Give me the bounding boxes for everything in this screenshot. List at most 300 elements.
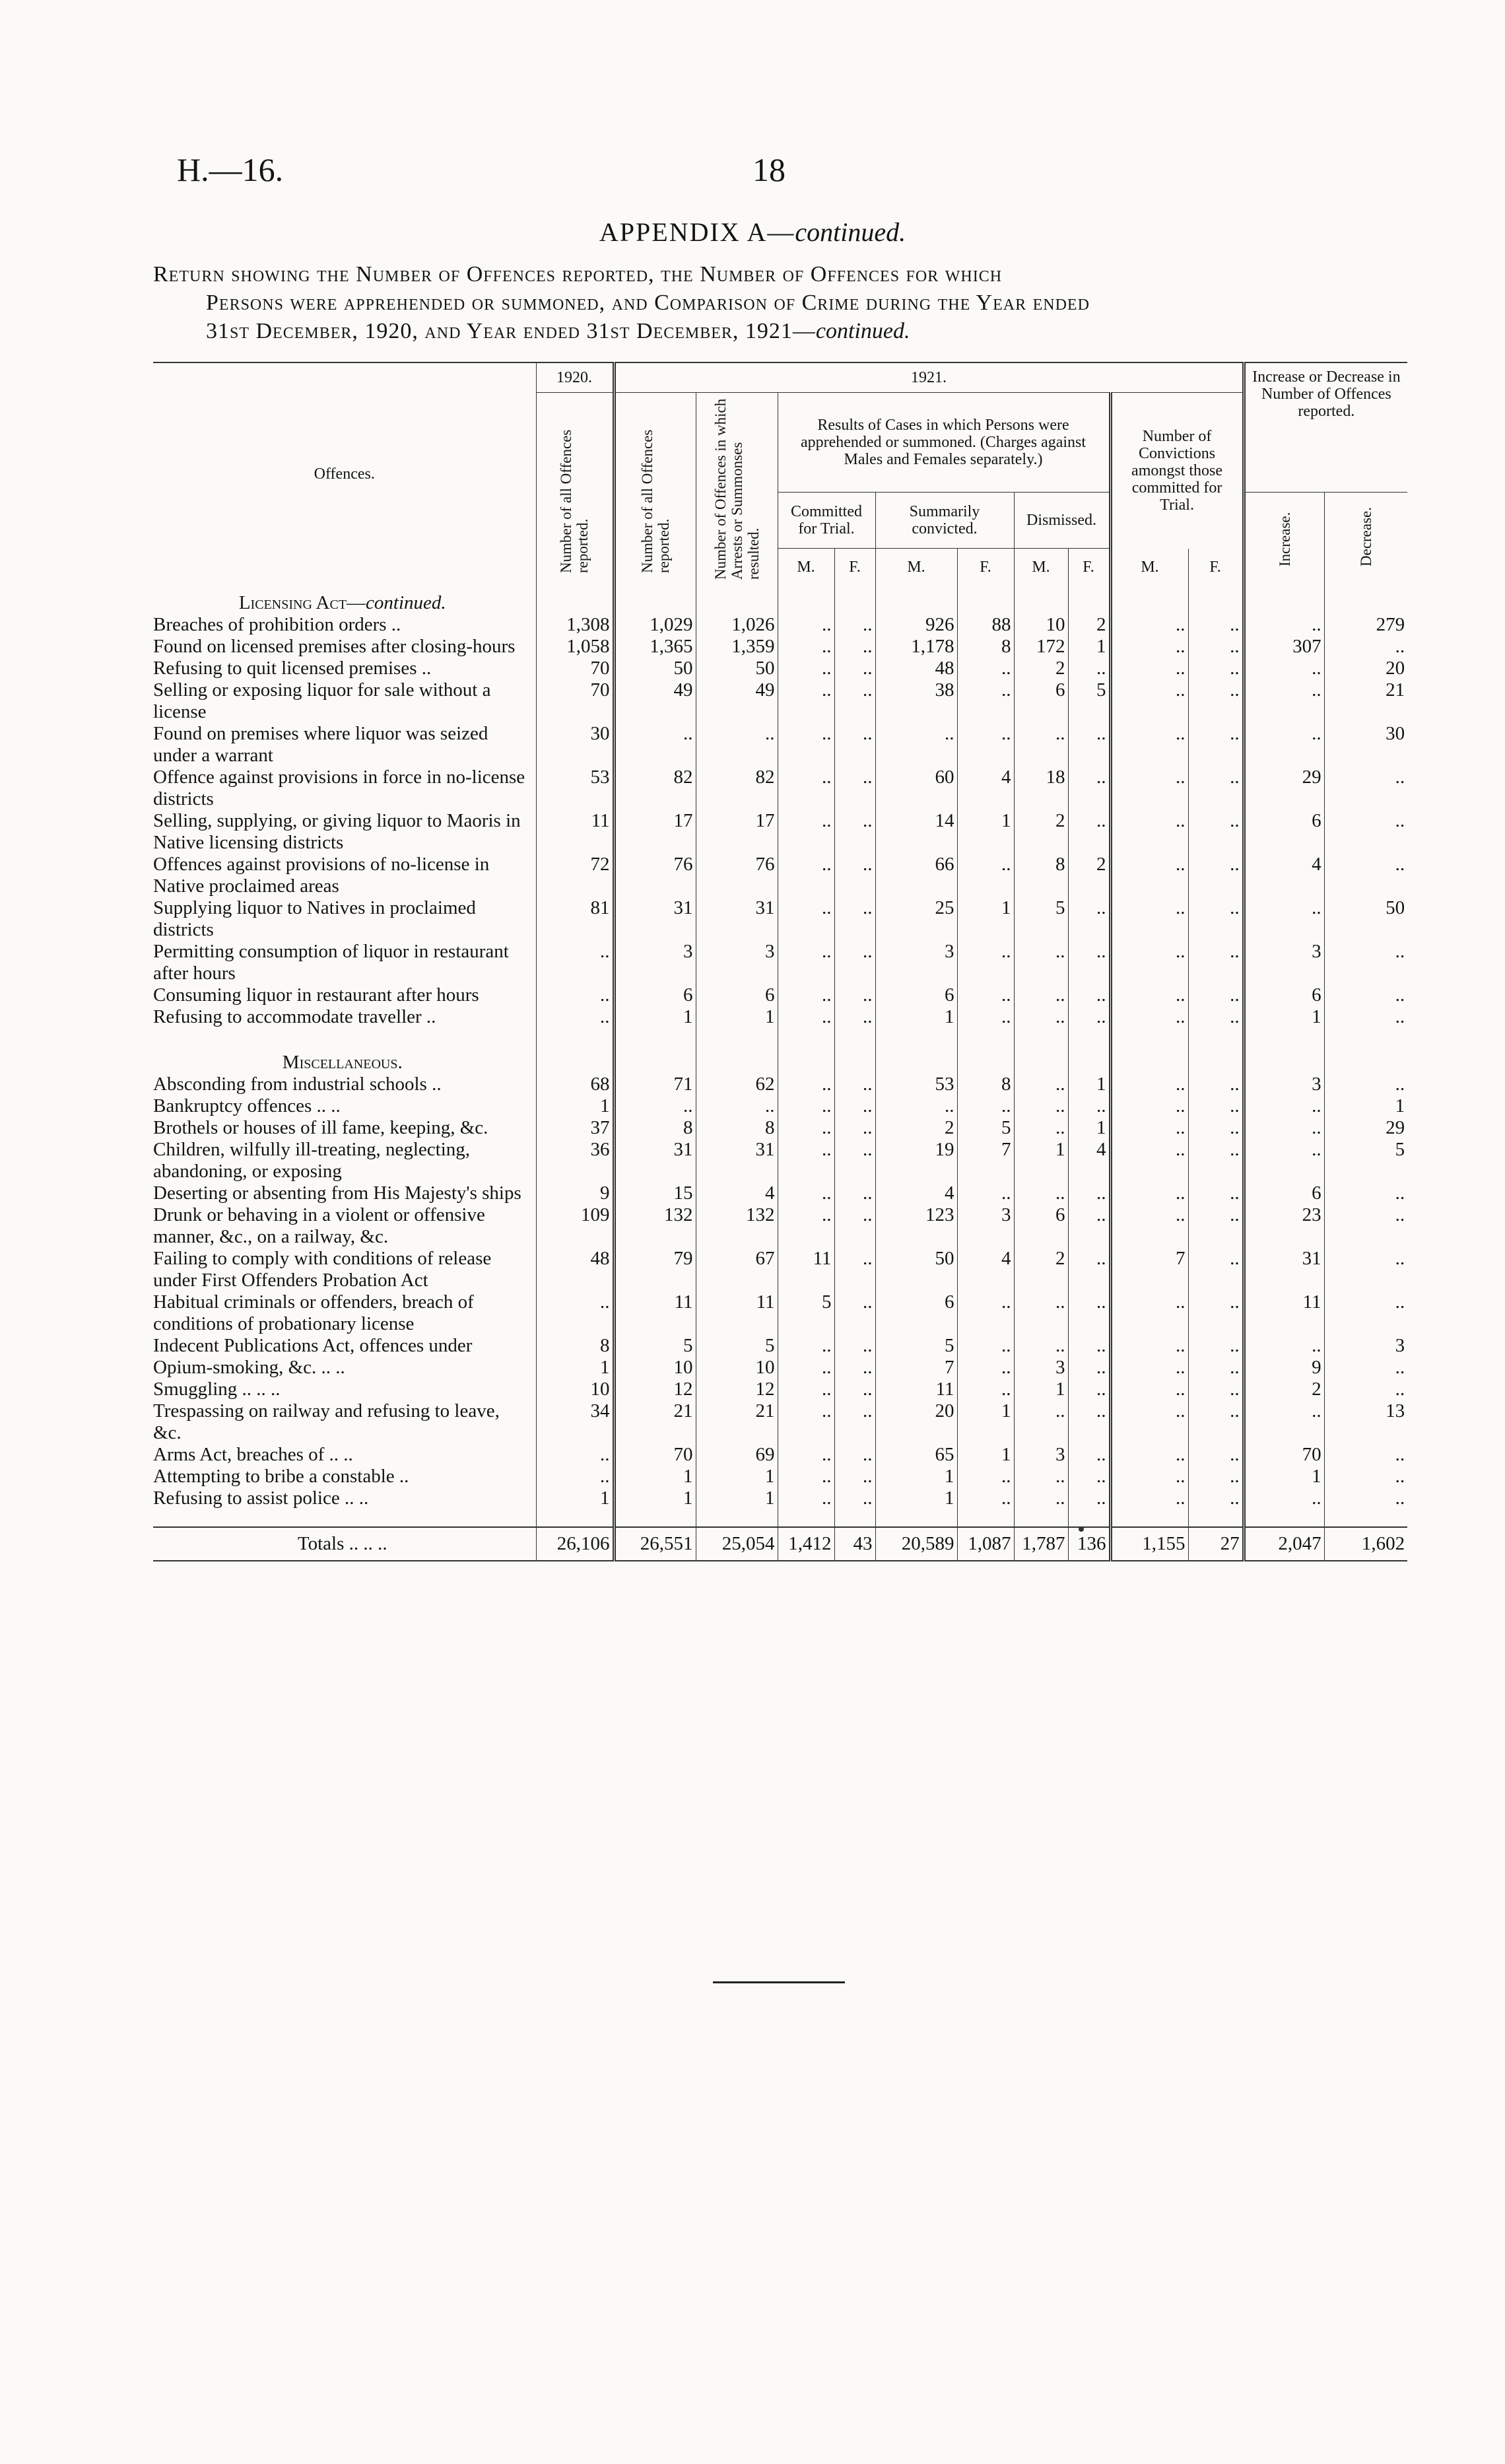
- cell-inc: ..: [1244, 1095, 1324, 1117]
- cell-conv-m: ..: [1110, 1006, 1188, 1028]
- cell-com-m: ..: [778, 1335, 834, 1357]
- cell-inc: 2: [1244, 1379, 1324, 1400]
- header-decrease: Decrease.: [1324, 493, 1407, 586]
- cell-r1920: 9: [536, 1182, 614, 1204]
- cell-conv-m: ..: [1110, 1291, 1188, 1335]
- cell-dis-m: 5: [1014, 897, 1068, 941]
- cell-com-f: ..: [834, 679, 875, 723]
- cell-com-f: ..: [834, 1117, 875, 1139]
- section-heading: [153, 1045, 536, 1074]
- cell-com-f: ..: [834, 614, 875, 636]
- cell-com-f: ..: [834, 1400, 875, 1444]
- cell-sum-f: 8: [957, 636, 1014, 658]
- spacer-cell: [957, 1028, 1014, 1045]
- spacer-cell: [1068, 1028, 1110, 1045]
- cell-dec: 279: [1324, 614, 1407, 636]
- cell-arrests: 82: [696, 767, 778, 810]
- cell-conv-m: ..: [1110, 810, 1188, 854]
- offence-name: Brothels or houses of ill fame, keeping, &c.: [153, 1116, 488, 1138]
- spacer-cell: [875, 1509, 957, 1527]
- total-dis-m: 1,787: [1014, 1527, 1068, 1561]
- cell-conv-f: ..: [1188, 897, 1244, 941]
- cell-r1920: 70: [536, 658, 614, 679]
- cell-sum-f: ..: [957, 679, 1014, 723]
- cell-com-f: ..: [834, 1095, 875, 1117]
- table-row: [153, 1006, 1407, 1028]
- cell-dis-m: ..: [1014, 1488, 1068, 1509]
- empty-cell: [1110, 1045, 1188, 1074]
- cell-sum-f: ..: [957, 1379, 1014, 1400]
- cell-com-m: ..: [778, 1204, 834, 1248]
- section-heading-row: [153, 586, 1407, 614]
- cell-inc: ..: [1244, 658, 1324, 679]
- cell-conv-m: ..: [1110, 1182, 1188, 1204]
- cell-dis-m: ..: [1014, 1006, 1068, 1028]
- cell-dis-f: ..: [1068, 767, 1110, 810]
- cell-com-f: ..: [834, 854, 875, 897]
- empty-cell: [834, 586, 875, 614]
- cell-dec: 29: [1324, 1117, 1407, 1139]
- cell-r1921: 10: [614, 1357, 696, 1379]
- cell-conv-f: ..: [1188, 636, 1244, 658]
- total-dis-f: 136: [1068, 1527, 1110, 1561]
- cell-arrests: 1: [696, 1488, 778, 1509]
- empty-cell: [1188, 1045, 1244, 1074]
- spacer-cell: [778, 1028, 834, 1045]
- table-row: [153, 658, 1407, 679]
- offence-name: Arms Act, breaches of .. ..: [153, 1443, 353, 1465]
- total-inc: 2,047: [1244, 1527, 1324, 1561]
- offence-name: Refusing to assist police .. ..: [153, 1487, 369, 1509]
- cell-sum-m: 14: [875, 810, 957, 854]
- empty-cell: [614, 586, 696, 614]
- ink-dot: [1079, 1526, 1084, 1532]
- empty-cell: [696, 586, 778, 614]
- spacer-cell: [1014, 1028, 1068, 1045]
- cell-dis-m: ..: [1014, 1182, 1068, 1204]
- offence-name: Indecent Publications Act, offences under: [153, 1334, 473, 1356]
- cell-dis-f: ..: [1068, 1400, 1110, 1444]
- cell-sum-m: 50: [875, 1248, 957, 1291]
- cell-sum-f: ..: [957, 1006, 1014, 1028]
- offence-name: Offences against provisions of no-license in Native proclaimed areas: [153, 853, 490, 897]
- cell-r1921: 5: [614, 1335, 696, 1357]
- table-row: [153, 1335, 1407, 1357]
- cell-r1920: 8: [536, 1335, 614, 1357]
- cell-com-f: ..: [834, 1379, 875, 1400]
- cell-sum-f: 3: [957, 1204, 1014, 1248]
- cell-com-f: ..: [834, 658, 875, 679]
- cell-sum-m: 38: [875, 679, 957, 723]
- table-row: [153, 984, 1407, 1006]
- cell-com-m: 11: [778, 1248, 834, 1291]
- total-r1921: 26,551: [614, 1527, 696, 1561]
- cell-arrests: 50: [696, 658, 778, 679]
- cell-r1921: 6: [614, 984, 696, 1006]
- cell-inc: 31: [1244, 1248, 1324, 1291]
- empty-cell: [536, 1045, 614, 1074]
- cell-com-f: ..: [834, 1204, 875, 1248]
- cell-com-m: ..: [778, 658, 834, 679]
- spacer-cell: [778, 1509, 834, 1527]
- cell-r1920: 70: [536, 679, 614, 723]
- cell-sum-m: 5: [875, 1335, 957, 1357]
- header-convictions-m: M.: [1110, 549, 1188, 586]
- cell-conv-m: ..: [1110, 1444, 1188, 1466]
- total-r1920: 26,106: [536, 1527, 614, 1561]
- cell-sum-m: 1,178: [875, 636, 957, 658]
- total-com-f: 43: [834, 1527, 875, 1561]
- cell-sum-f: ..: [957, 723, 1014, 767]
- table-row: [153, 854, 1407, 897]
- cell-sum-m: 53: [875, 1074, 957, 1095]
- cell-conv-f: ..: [1188, 1204, 1244, 1248]
- cell-sum-m: 1: [875, 1466, 957, 1488]
- cell-com-f: ..: [834, 1466, 875, 1488]
- cell-r1920: 109: [536, 1204, 614, 1248]
- cell-inc: ..: [1244, 614, 1324, 636]
- cell-r1920: ..: [536, 1291, 614, 1335]
- header-offences: Offences.: [153, 362, 536, 586]
- cell-conv-m: ..: [1110, 614, 1188, 636]
- empty-cell: [957, 1045, 1014, 1074]
- cell-com-m: ..: [778, 614, 834, 636]
- cell-arrests: 1,359: [696, 636, 778, 658]
- cell-conv-f: ..: [1188, 679, 1244, 723]
- cell-arrests: 3: [696, 941, 778, 984]
- empty-cell: [875, 1045, 957, 1074]
- spacer-cell: [614, 1509, 696, 1527]
- cell-r1920: ..: [536, 984, 614, 1006]
- empty-cell: [1068, 1045, 1110, 1074]
- header-1920: 1920.: [536, 362, 614, 393]
- appendix-continued: continued.: [795, 217, 906, 247]
- cell-r1921: 31: [614, 897, 696, 941]
- cell-com-m: ..: [778, 984, 834, 1006]
- cell-dec: ..: [1324, 1466, 1407, 1488]
- spacer-cell: [957, 1509, 1014, 1527]
- cell-dec: 3: [1324, 1335, 1407, 1357]
- offences-table: [153, 362, 1407, 1561]
- cell-conv-m: ..: [1110, 1466, 1188, 1488]
- cell-r1921: 12: [614, 1379, 696, 1400]
- table-row: [153, 1248, 1407, 1291]
- cell-conv-m: 7: [1110, 1248, 1188, 1291]
- cell-conv-f: ..: [1188, 1379, 1244, 1400]
- cell-dis-f: ..: [1068, 658, 1110, 679]
- cell-dis-m: ..: [1014, 1074, 1068, 1095]
- cell-dis-m: ..: [1014, 1400, 1068, 1444]
- cell-com-f: ..: [834, 1139, 875, 1182]
- header-increase-decrease: Increase or Decrease in Number of Offences reported.: [1244, 362, 1407, 493]
- cell-dec: ..: [1324, 941, 1407, 984]
- cell-dec: ..: [1324, 1248, 1407, 1291]
- header-convictions-f: F.: [1188, 549, 1244, 586]
- table-row: [153, 1182, 1407, 1204]
- empty-cell: [1068, 586, 1110, 614]
- cell-conv-f: ..: [1188, 658, 1244, 679]
- cell-arrests: 8: [696, 1117, 778, 1139]
- cell-conv-f: ..: [1188, 767, 1244, 810]
- cell-sum-f: ..: [957, 1357, 1014, 1379]
- cell-inc: ..: [1244, 723, 1324, 767]
- cell-conv-f: ..: [1188, 1095, 1244, 1117]
- empty-cell: [1244, 586, 1324, 614]
- cell-com-m: ..: [778, 854, 834, 897]
- cell-arrests: 69: [696, 1444, 778, 1466]
- header-arrests: Number of Offences in which Arrests or Summonses resulted.: [696, 393, 778, 586]
- cell-dis-f: 2: [1068, 854, 1110, 897]
- cell-r1920: 37: [536, 1117, 614, 1139]
- cell-r1921: 82: [614, 767, 696, 810]
- cell-conv-m: ..: [1110, 1357, 1188, 1379]
- header-1921: 1921.: [614, 362, 1244, 393]
- table-row: [153, 1379, 1407, 1400]
- cell-r1920: 53: [536, 767, 614, 810]
- totals-row: [153, 1527, 1407, 1561]
- cell-dec: ..: [1324, 984, 1407, 1006]
- cell-arrests: 11: [696, 1291, 778, 1335]
- cell-dis-f: ..: [1068, 1291, 1110, 1335]
- cell-dis-m: ..: [1014, 941, 1068, 984]
- cell-sum-m: 1: [875, 1488, 957, 1509]
- totals-label: Totals .. .. ..: [153, 1527, 536, 1561]
- header-results: Results of Cases in which Persons were apprehended or summoned. (Charges against Males and Females separately.): [778, 393, 1110, 493]
- cell-com-f: ..: [834, 1488, 875, 1509]
- cell-arrests: 31: [696, 897, 778, 941]
- spacer-cell: [834, 1028, 875, 1045]
- cell-dis-f: ..: [1068, 1379, 1110, 1400]
- section-heading-row: [153, 1045, 1407, 1074]
- offence-name: Selling or exposing liquor for sale without a license: [153, 679, 491, 722]
- header-committed-f: F.: [834, 549, 875, 586]
- cell-r1921: 76: [614, 854, 696, 897]
- cell-dis-m: ..: [1014, 1095, 1068, 1117]
- cell-r1920: 1,308: [536, 614, 614, 636]
- title-line-3: [153, 317, 1407, 345]
- cell-dec: ..: [1324, 1357, 1407, 1379]
- cell-dis-m: 1: [1014, 1379, 1068, 1400]
- cell-dec: ..: [1324, 1204, 1407, 1248]
- cell-com-m: ..: [778, 1117, 834, 1139]
- cell-arrests: 4: [696, 1182, 778, 1204]
- offence-name: Habitual criminals or offenders, breach of conditions of probationary license: [153, 1291, 474, 1334]
- cell-dis-f: ..: [1068, 941, 1110, 984]
- offence-name: Refusing to accommodate traveller ..: [153, 1006, 436, 1027]
- cell-dec: ..: [1324, 1379, 1407, 1400]
- offence-name: Found on premises where liquor was seized under a warrant: [153, 722, 488, 766]
- title-line-1: Return showing the Number of Offences reported, the Number of Offences for which: [153, 262, 1003, 287]
- cell-sum-f: 1: [957, 897, 1014, 941]
- cell-sum-f: ..: [957, 1095, 1014, 1117]
- cell-conv-f: ..: [1188, 614, 1244, 636]
- empty-cell: [1014, 1045, 1068, 1074]
- appendix-label: APPENDIX A—: [599, 217, 795, 247]
- cell-dis-m: 6: [1014, 1204, 1068, 1248]
- cell-arrests: 12: [696, 1379, 778, 1400]
- cell-sum-m: 3: [875, 941, 957, 984]
- total-com-m: 1,412: [778, 1527, 834, 1561]
- cell-dis-m: 172: [1014, 636, 1068, 658]
- cell-sum-f: 88: [957, 614, 1014, 636]
- cell-arrests: 1: [696, 1466, 778, 1488]
- cell-conv-f: ..: [1188, 854, 1244, 897]
- cell-r1920: 72: [536, 854, 614, 897]
- cell-dis-m: ..: [1014, 1117, 1068, 1139]
- empty-cell: [834, 1045, 875, 1074]
- cell-inc: 6: [1244, 810, 1324, 854]
- cell-dis-m: ..: [1014, 1466, 1068, 1488]
- cell-conv-m: ..: [1110, 854, 1188, 897]
- cell-arrests: ..: [696, 1095, 778, 1117]
- table-header: [153, 362, 1407, 586]
- cell-com-f: ..: [834, 897, 875, 941]
- empty-cell: [1244, 1045, 1324, 1074]
- header-increase: Increase.: [1244, 493, 1324, 586]
- header-convictions: Number of Convictions amongst those committed for Trial.: [1110, 393, 1244, 549]
- page-number: 18: [752, 151, 786, 188]
- title-line-2: Persons were apprehended or summoned, and Comparison of Crime during the Year ended: [206, 291, 1090, 315]
- cell-r1920: ..: [536, 941, 614, 984]
- cell-inc: 9: [1244, 1357, 1324, 1379]
- cell-r1920: 1: [536, 1488, 614, 1509]
- cell-inc: 1: [1244, 1466, 1324, 1488]
- cell-dec: ..: [1324, 767, 1407, 810]
- empty-cell: [1324, 1045, 1407, 1074]
- cell-dis-m: 2: [1014, 1248, 1068, 1291]
- cell-dis-f: ..: [1068, 897, 1110, 941]
- header-committed: Committed for Trial.: [778, 493, 875, 549]
- cell-conv-m: ..: [1110, 636, 1188, 658]
- cell-arrests: 6: [696, 984, 778, 1006]
- cell-dis-m: ..: [1014, 984, 1068, 1006]
- cell-r1920: ..: [536, 1444, 614, 1466]
- cell-conv-f: ..: [1188, 1248, 1244, 1291]
- cell-r1921: 15: [614, 1182, 696, 1204]
- cell-com-m: ..: [778, 941, 834, 984]
- cell-r1920: 1,058: [536, 636, 614, 658]
- cell-dec: ..: [1324, 810, 1407, 854]
- cell-inc: 307: [1244, 636, 1324, 658]
- cell-arrests: 1,026: [696, 614, 778, 636]
- cell-r1921: 132: [614, 1204, 696, 1248]
- cell-dis-f: ..: [1068, 1248, 1110, 1291]
- offence-name: Drunk or behaving in a violent or offensive manner, &c., on a railway, &c.: [153, 1204, 485, 1247]
- table-row: [153, 723, 1407, 767]
- cell-dis-m: 2: [1014, 658, 1068, 679]
- cell-com-f: ..: [834, 636, 875, 658]
- cell-sum-m: 48: [875, 658, 957, 679]
- spacer-cell: [696, 1509, 778, 1527]
- cell-dec: ..: [1324, 1074, 1407, 1095]
- cell-r1921: 1: [614, 1466, 696, 1488]
- empty-cell: [1110, 586, 1188, 614]
- cell-r1921: 31: [614, 1139, 696, 1182]
- table-row: [153, 941, 1407, 984]
- cell-inc: 11: [1244, 1291, 1324, 1335]
- cell-r1921: ..: [614, 1095, 696, 1117]
- cell-r1921: 11: [614, 1291, 696, 1335]
- cell-inc: 1: [1244, 1006, 1324, 1028]
- cell-inc: 70: [1244, 1444, 1324, 1466]
- cell-dec: 1: [1324, 1095, 1407, 1117]
- cell-dec: ..: [1324, 1291, 1407, 1335]
- header-summarily: Summarily convicted.: [875, 493, 1014, 549]
- cell-sum-m: 19: [875, 1139, 957, 1182]
- cell-dis-m: 18: [1014, 767, 1068, 810]
- cell-com-m: ..: [778, 1139, 834, 1182]
- offence-name: Opium-smoking, &c. .. ..: [153, 1356, 345, 1378]
- cell-dis-f: ..: [1068, 723, 1110, 767]
- cell-com-f: ..: [834, 1182, 875, 1204]
- table-row: [153, 767, 1407, 810]
- total-sum-m: 20,589: [875, 1527, 957, 1561]
- cell-arrests: 62: [696, 1074, 778, 1095]
- table-row: [153, 614, 1407, 636]
- cell-com-f: ..: [834, 1006, 875, 1028]
- cell-inc: 4: [1244, 854, 1324, 897]
- empty-cell: [536, 586, 614, 614]
- title-line-3-text: 31st December, 1920, and Year ended 31st December, 1921—: [206, 319, 816, 343]
- cell-inc: 6: [1244, 1182, 1324, 1204]
- cell-dec: 13: [1324, 1400, 1407, 1444]
- cell-inc: ..: [1244, 1117, 1324, 1139]
- table-row: [153, 1095, 1407, 1117]
- cell-com-m: ..: [778, 897, 834, 941]
- cell-com-m: ..: [778, 1400, 834, 1444]
- cell-com-f: ..: [834, 941, 875, 984]
- cell-dis-f: ..: [1068, 1357, 1110, 1379]
- offence-name: Supplying liquor to Natives in proclaimed districts: [153, 897, 476, 940]
- cell-conv-m: ..: [1110, 1117, 1188, 1139]
- cell-r1920: 1: [536, 1357, 614, 1379]
- spacer-cell: [834, 1509, 875, 1527]
- empty-cell: [957, 586, 1014, 614]
- offence-name: Refusing to quit licensed premises ..: [153, 657, 432, 679]
- cell-dis-m: 2: [1014, 810, 1068, 854]
- cell-com-f: ..: [834, 1291, 875, 1335]
- cell-inc: 3: [1244, 941, 1324, 984]
- spacer-cell: [1324, 1509, 1407, 1527]
- section-heading: [153, 586, 536, 614]
- cell-conv-m: ..: [1110, 679, 1188, 723]
- cell-dis-m: 6: [1014, 679, 1068, 723]
- cell-dis-m: 3: [1014, 1444, 1068, 1466]
- cell-inc: ..: [1244, 897, 1324, 941]
- cell-sum-f: ..: [957, 1488, 1014, 1509]
- cell-sum-m: 926: [875, 614, 957, 636]
- table-row: [153, 636, 1407, 658]
- cell-dis-f: 4: [1068, 1139, 1110, 1182]
- cell-r1921: 21: [614, 1400, 696, 1444]
- cell-com-f: ..: [834, 810, 875, 854]
- cell-conv-f: ..: [1188, 1117, 1244, 1139]
- spacer-cell: [536, 1028, 614, 1045]
- spacer-cell: [1014, 1509, 1068, 1527]
- cell-com-f: ..: [834, 984, 875, 1006]
- cell-sum-f: ..: [957, 1182, 1014, 1204]
- cell-sum-m: 123: [875, 1204, 957, 1248]
- cell-conv-f: ..: [1188, 1400, 1244, 1444]
- cell-r1921: 8: [614, 1117, 696, 1139]
- table-row: [153, 679, 1407, 723]
- total-arrests: 25,054: [696, 1527, 778, 1561]
- cell-arrests: 1: [696, 1006, 778, 1028]
- cell-dis-f: ..: [1068, 1488, 1110, 1509]
- cell-sum-f: ..: [957, 1291, 1014, 1335]
- cell-com-m: ..: [778, 810, 834, 854]
- cell-arrests: 31: [696, 1139, 778, 1182]
